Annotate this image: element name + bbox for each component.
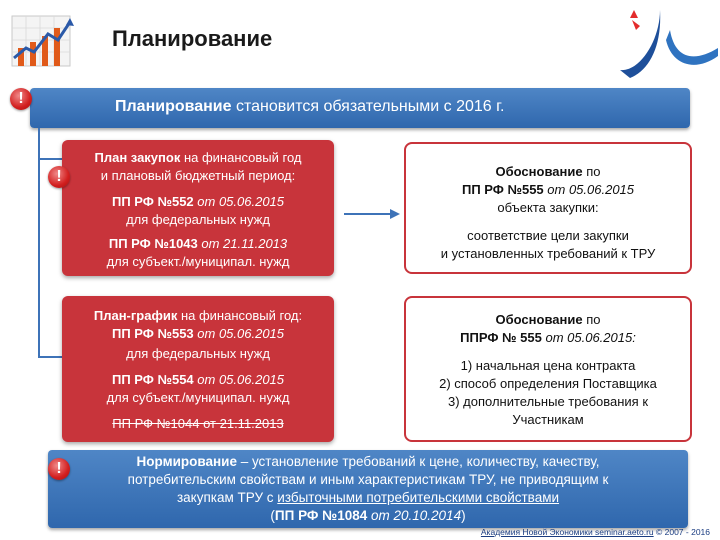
justify1-line-5: и установленных требований к ТРУ bbox=[440, 246, 656, 261]
connector-line bbox=[38, 128, 40, 358]
alert-icon: ! bbox=[48, 458, 70, 480]
footer-copyright: © 2007 - 2016 bbox=[653, 527, 710, 537]
justify1-line-1: Обоснование по bbox=[495, 164, 601, 179]
schedule-line-3: для федеральных нужд bbox=[126, 346, 270, 361]
plan-line-2: и плановый бюджетный период: bbox=[100, 168, 296, 183]
footer bbox=[481, 527, 710, 537]
plan-line-6: для субъект./муниципал. нужд bbox=[106, 254, 290, 269]
header bbox=[0, 0, 720, 80]
plan-line-3: ПП РФ №552 от 05.06.2015 bbox=[111, 194, 285, 209]
plan-line-5: ПП РФ №1043 от 21.11.2013 bbox=[108, 236, 288, 251]
plan-line-1: План закупок на финансовый год bbox=[94, 150, 302, 165]
normalization-banner bbox=[48, 450, 688, 528]
arrow-right-icon bbox=[344, 208, 400, 220]
schedule-line-6: ПП РФ №1044 от 21.11.2013 bbox=[112, 416, 284, 431]
connector-branch-plan bbox=[38, 158, 62, 160]
justify2-line-4: 2) способ определения Поставщика bbox=[439, 376, 657, 391]
norm-line-3: закупкам ТРУ с избыточными потребительскими свойствами bbox=[176, 490, 560, 505]
justify2-line-5: 3) дополнительные требования к bbox=[447, 394, 649, 409]
justification-object-box bbox=[404, 142, 692, 274]
justify2-line-1: Обоснование по bbox=[495, 312, 601, 327]
norm-line-4: (ПП РФ №1084 от 20.10.2014) bbox=[270, 508, 466, 523]
justify2-line-3: 1) начальная цена контракта bbox=[460, 358, 636, 373]
justify1-line-4: соответствие цели закупки bbox=[467, 228, 629, 243]
justify2-line-2: ППРФ № 555 от 05.06.2015: bbox=[460, 330, 636, 345]
procurement-plan-box bbox=[62, 140, 334, 276]
justify1-line-3: объекта закупки: bbox=[497, 200, 599, 215]
schedule-line-4: ПП РФ №554 от 05.06.2015 bbox=[111, 372, 285, 387]
page-title: Планирование bbox=[112, 26, 273, 51]
decorative-swoosh-icon bbox=[600, 0, 720, 80]
justification-price-box bbox=[404, 296, 692, 442]
schedule-line-1: План-график на финансовый год: bbox=[93, 308, 303, 323]
schedule-line-2: ПП РФ №553 от 05.06.2015 bbox=[111, 326, 285, 341]
alert-icon: ! bbox=[10, 88, 32, 110]
schedule-line-5: для субъект./муниципал. нужд bbox=[106, 390, 290, 405]
justify1-line-2: ПП РФ №555 от 05.06.2015 bbox=[461, 182, 635, 197]
footer-link[interactable]: Академия Новой Экономики seminar.aeto.ru bbox=[480, 527, 654, 537]
growth-chart-logo-icon bbox=[8, 12, 78, 72]
banner-text: Планирование становится обязательными с 2016 г. bbox=[115, 98, 505, 115]
norm-line-2: потребительским свойствам и иным характеристикам ТРУ, не приводящим к bbox=[127, 472, 609, 487]
justify2-line-6: Участникам bbox=[512, 412, 584, 427]
plan-line-4: для федеральных нужд bbox=[126, 212, 270, 227]
alert-icon: ! bbox=[48, 166, 70, 188]
obligation-banner bbox=[30, 88, 690, 128]
connector-branch-schedule bbox=[38, 356, 62, 358]
procurement-schedule-box bbox=[62, 296, 334, 442]
norm-line-1: Нормирование – установление требований к цене, количеству, качеству, bbox=[136, 454, 600, 469]
